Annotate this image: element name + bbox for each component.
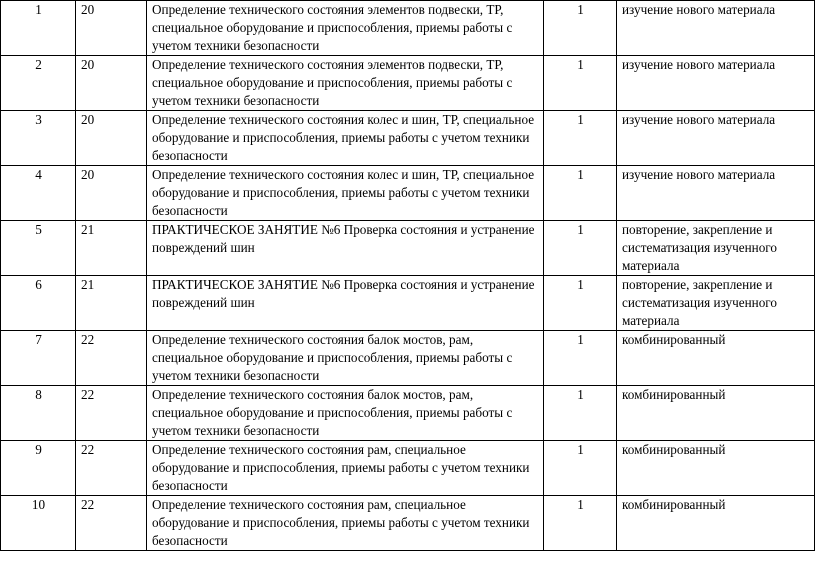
row-number-cell: 8 [1,386,76,441]
row-number-cell: 7 [1,331,76,386]
table-row [1,441,815,496]
lesson-type-cell: изучение нового материала [617,111,815,166]
row-number-cell: 1 [1,1,76,56]
row-number-cell: 5 [1,221,76,276]
lesson-type-cell: комбинированный [617,496,815,551]
lesson-type-cell: повторение, закрепление и систематизация изученного материала [617,276,815,331]
hours-cell: 1 [544,56,617,111]
lesson-number-cell: 20 [76,56,147,111]
lesson-number-cell: 22 [76,496,147,551]
table-row [1,386,815,441]
lesson-number-cell: 20 [76,111,147,166]
hours-cell: 1 [544,111,617,166]
lesson-number-cell: 22 [76,441,147,496]
hours-cell: 1 [544,1,617,56]
lesson-plan-body [1,1,815,551]
table-row [1,111,815,166]
hours-cell: 1 [544,331,617,386]
topic-cell: ПРАКТИЧЕСКОЕ ЗАНЯТИЕ №6 Проверка состояния и устранение повреждений шин [147,276,544,331]
topic-cell: Определение технического состояния колес и шин, ТР, специальное оборудование и приспособления, приемы работы с учетом техники безопасности [147,166,544,221]
lesson-number-cell: 21 [76,221,147,276]
table-row [1,221,815,276]
lesson-number-cell: 21 [76,276,147,331]
table-row [1,1,815,56]
topic-cell: Определение технического состояния колес и шин, ТР, специальное оборудование и приспособления, приемы работы с учетом техники безопасности [147,111,544,166]
row-number-cell: 9 [1,441,76,496]
lesson-type-cell: изучение нового материала [617,56,815,111]
row-number-cell: 2 [1,56,76,111]
hours-cell: 1 [544,441,617,496]
lesson-type-cell: комбинированный [617,386,815,441]
table-row [1,166,815,221]
topic-cell: ПРАКТИЧЕСКОЕ ЗАНЯТИЕ №6 Проверка состояния и устранение повреждений шин [147,221,544,276]
table-row [1,276,815,331]
hours-cell: 1 [544,496,617,551]
topic-cell: Определение технического состояния элементов подвески, ТР, специальное оборудование и приспособления, приемы работы с учетом техники безопасности [147,1,544,56]
topic-cell: Определение технического состояния рам, специальное оборудование и приспособления, приемы работы с учетом техники безопасности [147,441,544,496]
row-number-cell: 10 [1,496,76,551]
hours-cell: 1 [544,276,617,331]
lesson-number-cell: 20 [76,166,147,221]
lesson-type-cell: комбинированный [617,441,815,496]
hours-cell: 1 [544,221,617,276]
row-number-cell: 3 [1,111,76,166]
lesson-type-cell: изучение нового материала [617,166,815,221]
topic-cell: Определение технического состояния рам, специальное оборудование и приспособления, приемы работы с учетом техники безопасности [147,496,544,551]
lesson-type-cell: повторение, закрепление и систематизация изученного материала [617,221,815,276]
table-row [1,331,815,386]
table-row [1,496,815,551]
topic-cell: Определение технического состояния балок мостов, рам, специальное оборудование и приспособления, приемы работы с учетом техники безопасности [147,331,544,386]
hours-cell: 1 [544,386,617,441]
lesson-type-cell: комбинированный [617,331,815,386]
lesson-number-cell: 22 [76,331,147,386]
hours-cell: 1 [544,166,617,221]
topic-cell: Определение технического состояния элементов подвески, ТР, специальное оборудование и приспособления, приемы работы с учетом техники безопасности [147,56,544,111]
table-row [1,56,815,111]
row-number-cell: 6 [1,276,76,331]
topic-cell: Определение технического состояния балок мостов, рам, специальное оборудование и приспособления, приемы работы с учетом техники безопасности [147,386,544,441]
lesson-number-cell: 22 [76,386,147,441]
lesson-number-cell: 20 [76,1,147,56]
row-number-cell: 4 [1,166,76,221]
lesson-type-cell: изучение нового материала [617,1,815,56]
